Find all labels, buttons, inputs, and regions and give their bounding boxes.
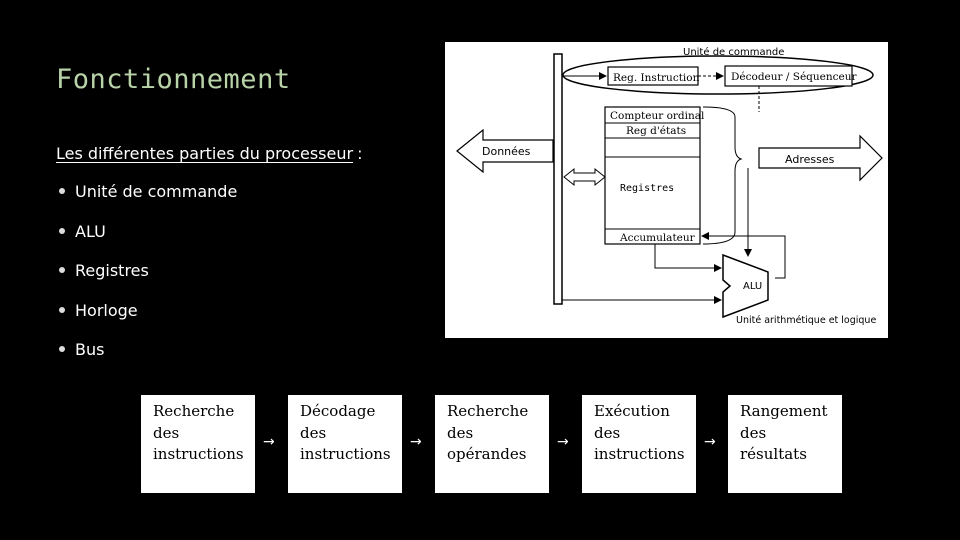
reg-etats-label: Reg d'états	[626, 125, 687, 137]
bullet-dot-icon	[59, 346, 65, 352]
bullet-item	[56, 340, 237, 380]
step-box-fetch-operands	[435, 395, 549, 493]
subtitle-colon: :	[357, 144, 363, 163]
bullet-text: Registres	[75, 261, 149, 280]
bus-bar	[554, 54, 562, 304]
step-line: des	[447, 423, 474, 442]
subtitle-text: Les différentes parties du processeur	[56, 144, 354, 163]
step-line: Rangement	[740, 402, 828, 420]
step-line: Recherche	[447, 402, 529, 420]
arrow-right-icon: →	[410, 434, 422, 450]
arrow-right-icon: →	[704, 434, 716, 450]
bullet-dot-icon	[59, 267, 65, 273]
step-line: des	[300, 423, 327, 442]
bullet-dot-icon	[59, 307, 65, 313]
control-unit-label: Unité de commande	[683, 47, 785, 58]
bullet-dot-icon	[59, 188, 65, 194]
step-line: des	[594, 423, 621, 442]
step-line: résultats	[740, 445, 807, 463]
alu-caption: Unité arithmétique et logique	[736, 315, 877, 326]
step-line: instructions	[153, 445, 244, 463]
step-line: instructions	[300, 445, 391, 463]
register-bracket	[703, 107, 741, 244]
bullet-text: Unité de commande	[75, 182, 238, 201]
step-box-fetch-instructions	[141, 395, 255, 493]
arrow-right-icon: →	[557, 434, 569, 450]
processor-diagram	[445, 42, 888, 338]
adresses-label: Adresses	[785, 153, 835, 166]
donnees-label: Données	[482, 145, 531, 158]
bullet-item	[56, 182, 237, 222]
step-line: des	[740, 423, 767, 442]
bullet-dot-icon	[59, 228, 65, 234]
slide-subtitle	[56, 144, 362, 163]
alu-label: ALU	[743, 281, 763, 292]
bus-register-arrow	[564, 169, 605, 185]
step-line: opérandes	[447, 445, 527, 463]
step-line: des	[153, 423, 180, 442]
compteur-ordinal-label: Compteur ordinal	[610, 110, 705, 122]
reg-instruction-label: Reg. Instruction	[613, 72, 700, 84]
step-line: Exécution	[594, 402, 670, 420]
bullet-item	[56, 261, 237, 301]
registres-label: Registres	[620, 183, 675, 194]
bullet-item	[56, 222, 237, 262]
step-box-decode-instructions	[288, 395, 402, 493]
step-line: Recherche	[153, 402, 235, 420]
acc-to-alu-line	[655, 244, 721, 268]
bullet-text: Bus	[75, 340, 105, 359]
bullet-item	[56, 301, 237, 341]
accumulateur-label: Accumulateur	[620, 232, 695, 244]
step-box-execute-instructions	[582, 395, 696, 493]
bullet-text: Horloge	[75, 300, 138, 320]
bullet-text: ALU	[75, 221, 106, 241]
decoder-label: Décodeur / Séquenceur	[731, 71, 857, 83]
slide-title: Fonctionnement	[56, 64, 291, 95]
step-box-store-results	[728, 395, 842, 493]
step-line: instructions	[594, 445, 685, 463]
arrow-right-icon: →	[263, 434, 275, 450]
step-line: Décodage	[300, 402, 376, 420]
bullet-list	[56, 182, 237, 380]
